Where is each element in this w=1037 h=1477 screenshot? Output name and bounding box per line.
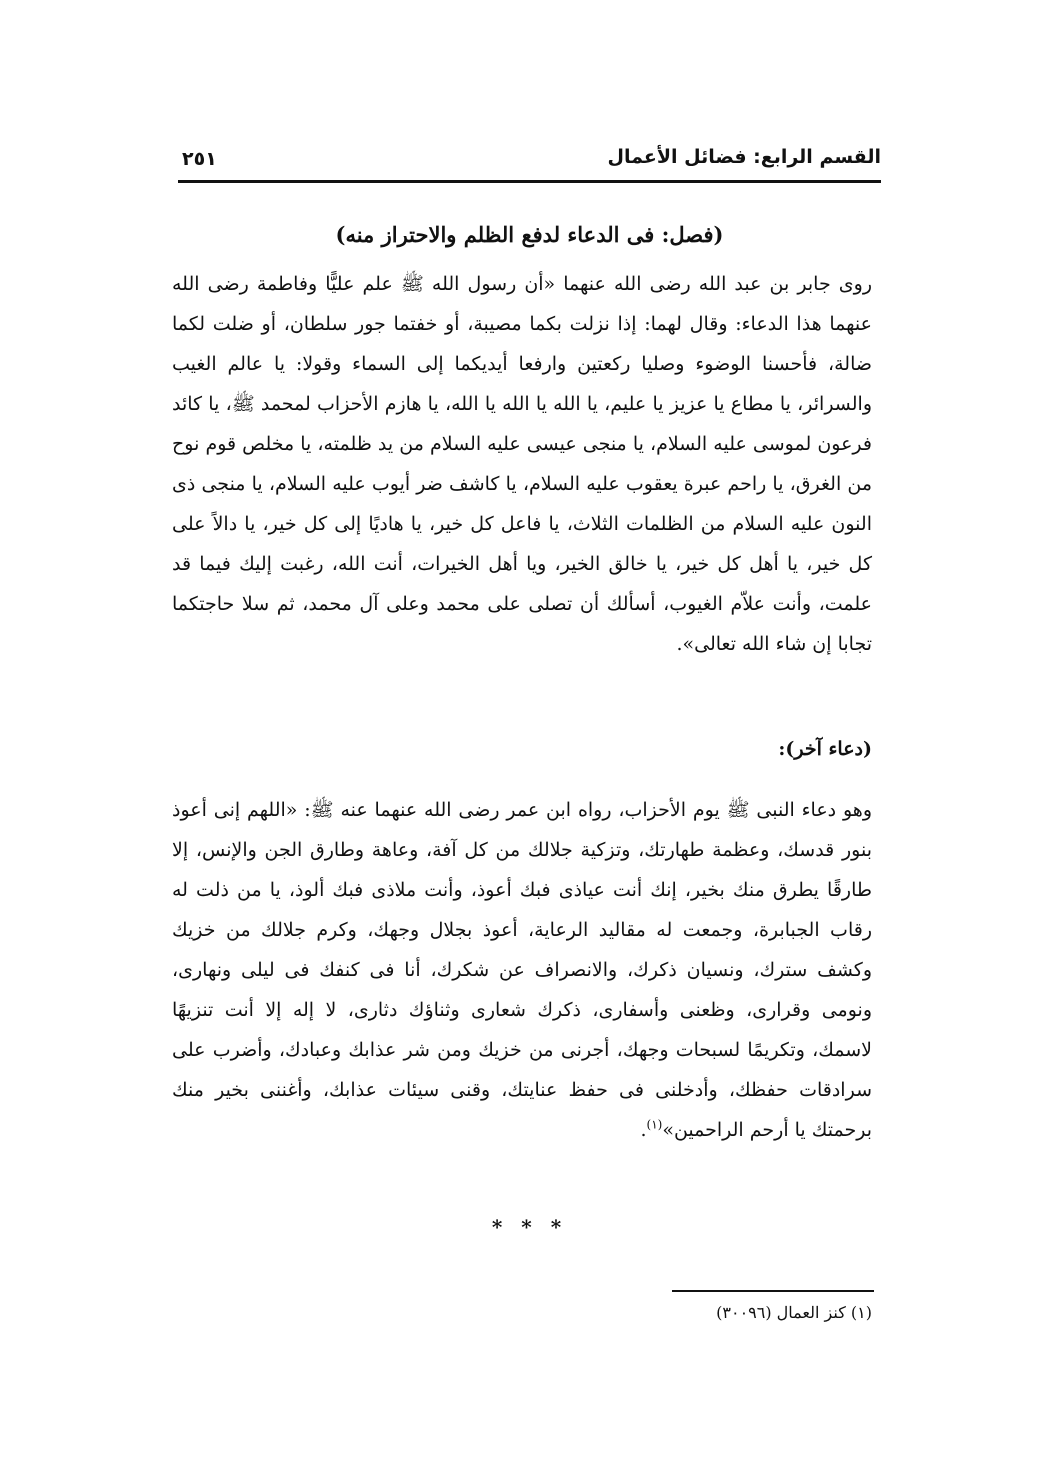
footnote-rule xyxy=(672,1290,874,1292)
header-rule xyxy=(178,180,881,183)
footnote: (١) كنز العمال (٣٠٠٩٦) xyxy=(716,1303,872,1322)
paragraph-2-text: وهو دعاء النبى ﷺ يوم الأحزاب، رواه ابن عمر رضى الله عنهما عنه ﷺ: «اللهم إنى أعوذ بنور قدسك، وعظمة طهارتك، وتزكية جلالك من كل آفة، وعاهة وطارق الجن والإنس، إلا طارقًا يطرق منك بخير، إنك أنت عياذى فبك أعوذ، وأنت ملاذى فبك ألوذ، يا من ذلت له رقاب الجبابرة، وجمعت له مقاليد الرعاية، أعوذ بجلال وجهك، وكرم جلالك من خزيك وكشف سترك، ونسيان ذكرك، والانصراف عن شكرك، أنا فى كنفك فى ليلى ونهارى، ونومى وقرارى، وظعنى وأسفارى، ذكرك شعارى وثناؤك دثارى، لا إله إلا أنت تنزيهًا لاسمك، وتكريمًا لسبحات وجهك، أجرنى من خزيك ومن شر عذابك وعبادك، وأضرب على سرادقات حفظك، وأدخلنى فى حفظ عنايتك، وقنى سيئات عذابك، وأغننى بخير منك برحمتك يا أرحم الراحمين» xyxy=(172,799,872,1141)
running-title: القسم الرابع: فضائل الأعمال xyxy=(607,146,881,168)
footnote-marker[interactable]: (١) xyxy=(646,1117,663,1132)
section-separator: * * * xyxy=(491,1215,568,1239)
section-heading: (فصل: فى الدعاء لدفع الظلم والاحتراز منه) xyxy=(335,222,724,247)
page-header xyxy=(178,140,881,178)
page-number: ٢٥١ xyxy=(182,148,217,170)
paragraph-2 xyxy=(172,790,872,1150)
subheading: (دعاء آخر): xyxy=(778,738,872,760)
paragraph-1: روى جابر بن عبد الله رضى الله عنهما «أن رسول الله ﷺ علم عليًّا وفاطمة رضى الله عنهما هذا الدعاء: وقال لهما: إذا نزلت بكما مصيبة، أو خفتما جور سلطان، أو ضلت لكما ضالة، فأحسنا الوضوء وصليا ركعتين وارفعا أيديكما إلى السماء وقولا: يا عالم الغيب والسرائر، يا مطاع يا عزيز يا عليم، يا الله يا الله يا الله، يا هازم الأحزاب لمحمد ﷺ، يا كائد فرعون لموسى عليه السلام، يا منجى عيسى عليه السلام من يد ظلمته، يا مخلص قوم نوح من الغرق، يا راحم عبرة يعقوب عليه السلام، يا كاشف ضر أيوب عليه السلام، يا منجى ذى النون عليه السلام من الظلمات الثلاث، يا فاعل كل خير، يا هاديًا إلى كل خير، يا دالاً على كل خير، يا أهل كل خير، يا خالق الخير، ويا أهل الخيرات، أنت الله، رغبت إليك فيما قد علمت، وأنت علاّم الغيوب، أسألك أن تصلى على محمد وعلى آل محمد، ثم سلا حاجتكما تجابا إن شاء الله تعالى». xyxy=(172,273,872,655)
paragraph-2-end: . xyxy=(640,1119,647,1141)
